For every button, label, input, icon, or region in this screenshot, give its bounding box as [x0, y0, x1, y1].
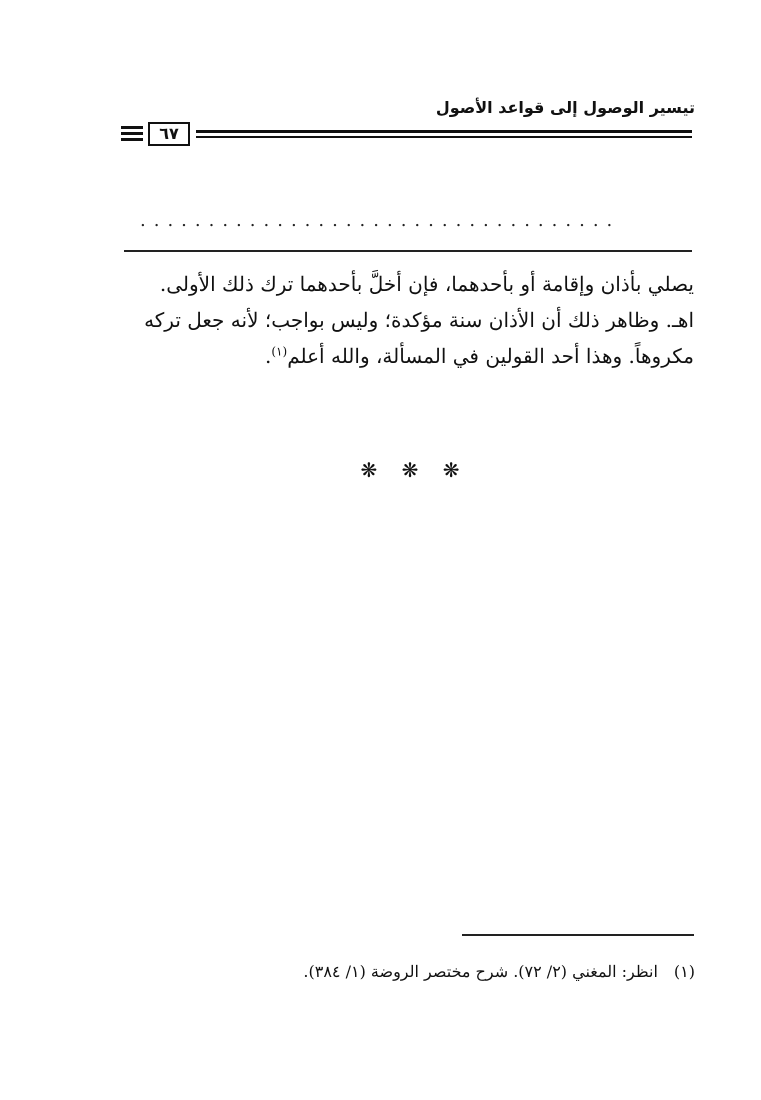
footnote-rule — [462, 934, 694, 936]
text-line: اهـ. وظاهر ذلك أن الأذان سنة مؤكدة؛ وليس بواجب؛ لأنه جعل تركه — [144, 308, 694, 332]
text-line-content: مكروهاً. وهذا أحد القولين في المسألة، والله أعلم — [287, 344, 694, 368]
header-rule-thin — [196, 136, 692, 138]
text-line-end: . — [265, 344, 272, 368]
main-text — [112, 266, 694, 374]
footnote-reference[interactable]: (١) — [271, 344, 288, 359]
footnote-number: (١) — [673, 962, 695, 981]
text-line: يصلي بأذان وإقامة أو بأحدهما، فإن أخلَّ بأحدهما ترك ذلك الأولى. — [159, 272, 694, 296]
ornament-bar — [121, 138, 143, 141]
header-rule — [196, 130, 692, 133]
footnote-text: انظر: المغني (٢/ ٧٢). شرح مختصر الروضة (١/ ٣٨٤). — [303, 962, 658, 981]
running-title: تيسير الوصول إلى قواعد الأصول — [435, 98, 695, 117]
section-separator: ❋ ❋ ❋ — [360, 458, 460, 482]
header-ornament-bars — [121, 126, 143, 146]
text-line — [112, 338, 694, 374]
omission-rule — [124, 250, 692, 252]
omission-dots: ................................... — [140, 210, 621, 231]
footnote — [303, 962, 695, 981]
page-number: ٦٧ — [148, 122, 190, 146]
ornament-bar — [121, 132, 143, 135]
ornament-bar — [121, 126, 143, 129]
